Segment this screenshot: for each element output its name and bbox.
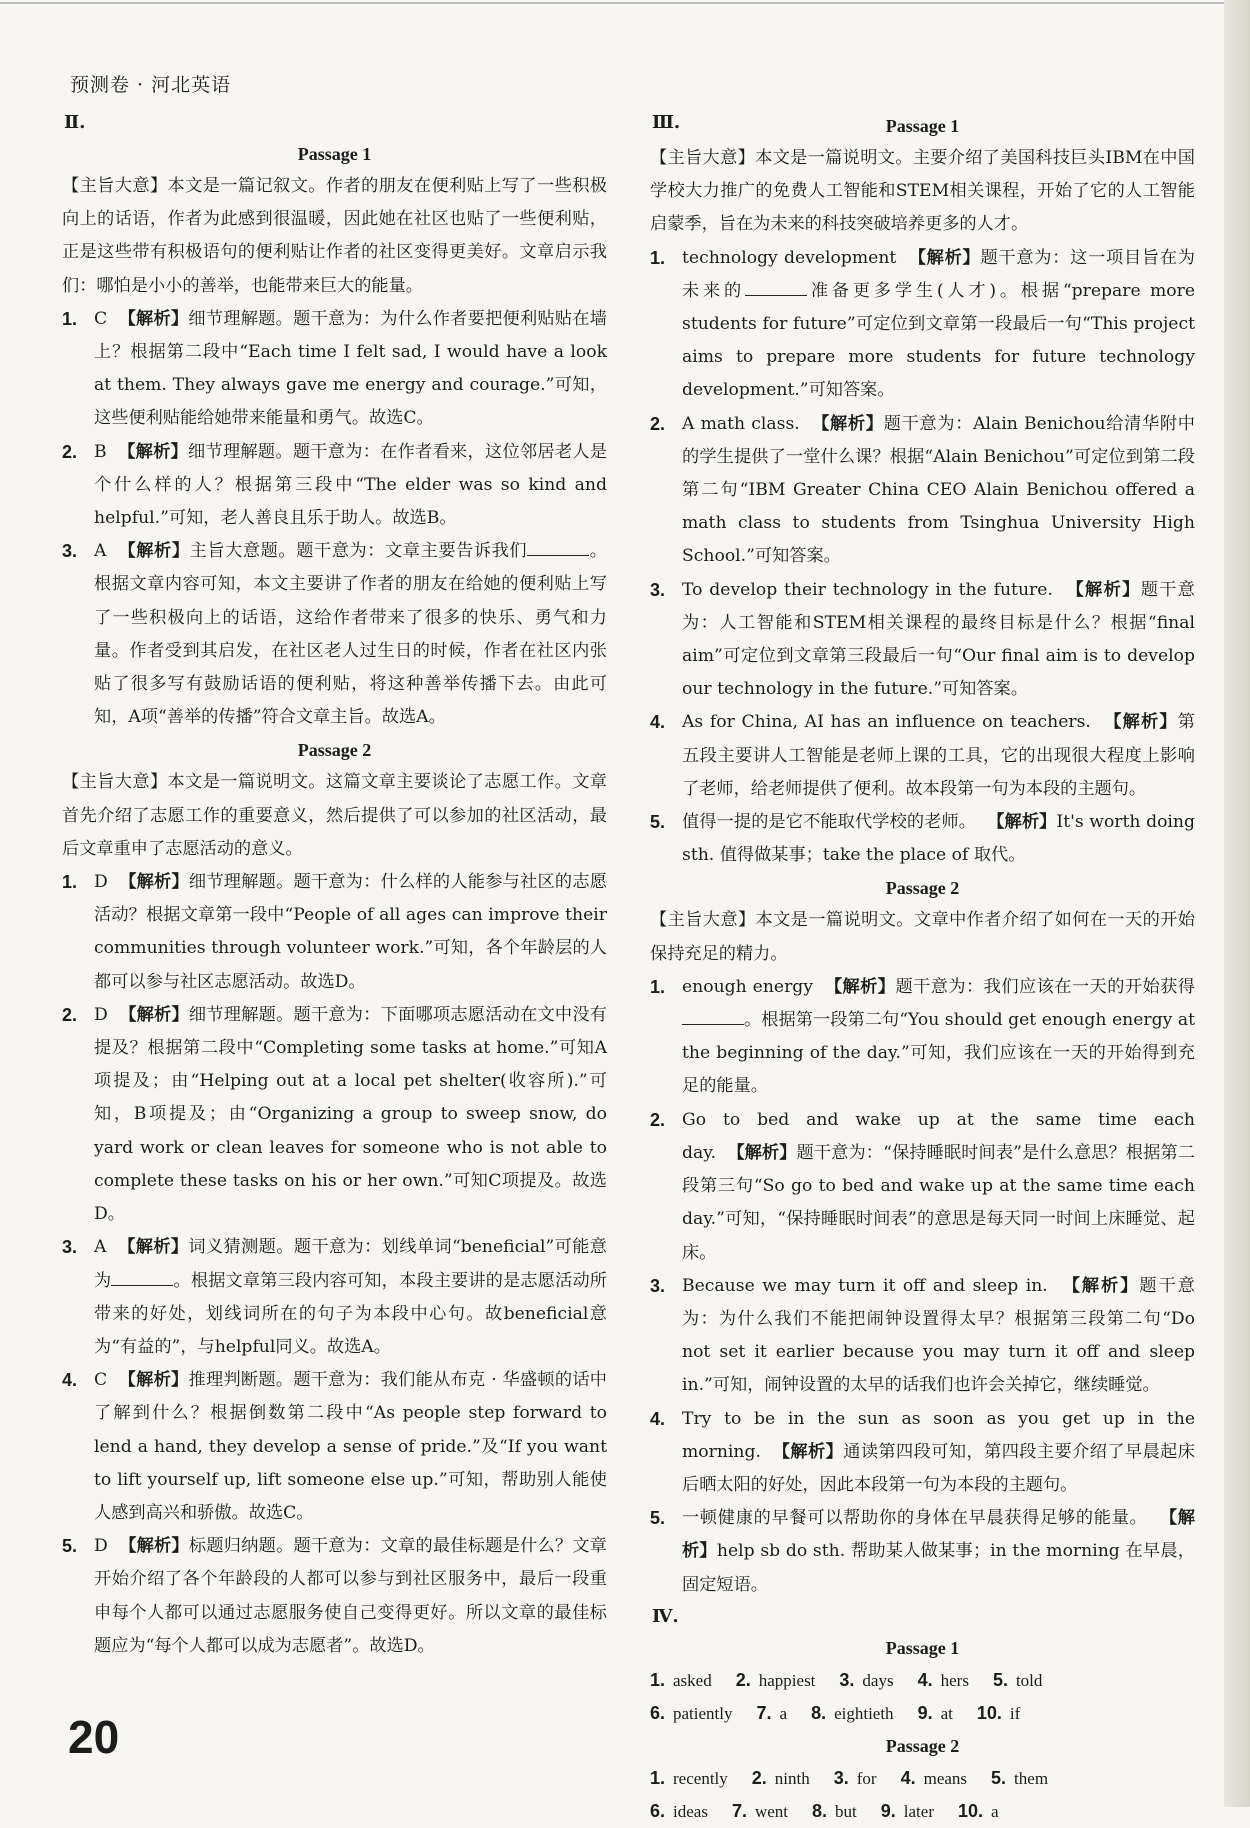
fill-row: 1. asked 2. happiest 3. days 4. hers 5. told bbox=[650, 1669, 1043, 1690]
summary: 【主旨大意】本文是一篇说明文。文章中作者介绍了如何在一天的开始保持充足的精力。 bbox=[650, 910, 1195, 964]
answer-item: 1. enough energy 【解析】题干意为：我们应该在一天的开始获得。根据第一段第二句“You should get enough energy at the beginning of the day.”可知，我们应该在一天的开始得到充足的能量。 bbox=[650, 976, 1195, 1097]
page-number: 20 bbox=[68, 1711, 120, 1763]
page-header: 预测卷 · 河北英语 bbox=[70, 74, 232, 96]
right-column bbox=[650, 108, 1195, 1828]
blank-line bbox=[527, 537, 589, 556]
blank-line bbox=[682, 1006, 744, 1025]
answer-item: 5. D 【解析】标题归纳题。题干意为：文章的最佳标题是什么？文章开始介绍了各个年龄段的人都可以参与到社区服务中，最后一段重申每个人都可以通过志愿服务使自己变得更好。所以文章的最佳标题应为“每个人都可以成为志愿者”。故选D。 bbox=[62, 1536, 607, 1656]
answer-item: 4. Try to be in the sun as soon as you get up in the morning. 【解析】通读第四段可知，第四段主要介绍了早晨起床后晒太阳的好处，因此本段第一句为本段的主题句。 bbox=[650, 1408, 1195, 1495]
answer-item: 4. C 【解析】推理判断题。题干意为：我们能从布克 · 华盛顿的话中了解到什么？根据倒数第二段中“As people step forward to lend a hand, they develop a sense of pride.”及“If you want to lift yourself up, lift someone else up.”可知，帮助别人能使人感到高兴和骄傲。故选C。 bbox=[62, 1370, 607, 1523]
section-label-2: Ⅱ. bbox=[64, 112, 86, 133]
passage-title: Passage 1 bbox=[297, 144, 372, 164]
answer-item: 2. D 【解析】细节理解题。题干意为：下面哪项志愿活动在文中没有提及？根据第二段中“Completing some tasks at home.”可知A项提及；由“Helping out at a local pet shelter(收容所).”可知，B项提及；由“Organizing a group to sweep snow, do yard work or clean leaves for someone who is not able to complete these tasks on his or her own.”可知C项提及。故选D。 bbox=[62, 1004, 607, 1225]
fill-row: 1. recently 2. ninth 3. for 4. means 5. them bbox=[650, 1767, 1049, 1788]
fill-row: 6. ideas 7. went 8. but 9. later 10. a bbox=[650, 1800, 999, 1821]
answer-item: 2. Go to bed and wake up at the same time each day. 【解析】题干意为：“保持睡眠时间表”是什么意思？根据第二段第三句“So go to bed and wake up at the same time each day.”可知，“保持睡眠时间表”的意思是每天同一时间上床睡觉、起床。 bbox=[650, 1109, 1195, 1263]
section-label-3: Ⅲ. bbox=[652, 112, 681, 133]
answer-item: 3. A 【解析】词义猜测题。题干意为：划线单词“beneficial”可能意为 。根据文章第三段内容可知，本段主要讲的是志愿活动所带来的好处，划线词所在的句子为本段中心句。故beneficial意为“有益的”，与helpful同义。故选A。 bbox=[62, 1237, 607, 1357]
answer-item: 5. 值得一提的是它不能取代学校的老师。 【解析】It's worth doing sth. 值得做某事；take the place of 取代。 bbox=[650, 812, 1195, 866]
passage-title: Passage 1 bbox=[885, 116, 960, 136]
summary: 【主旨大意】本文是一篇记叙文。作者的朋友在便利贴上写了一些积极向上的话语，作者为此感到很温暖，因此她在社区也贴了一些便利贴，正是这些带有积极语句的便利贴让作者的社区变得更美好。文章启示我们：哪怕是小小的善举，也能带来巨大的能量。 bbox=[62, 176, 607, 296]
answer-item: 1. C 【解析】细节理解题。题干意为：为什么作者要把便利贴贴在墙上？根据第二段中“Each time I felt sad, I would have a look at them. They always gave me energy and courage.”可知，这些便利贴能给她带来能量和勇气。故选C。 bbox=[62, 308, 607, 429]
passage-title: Passage 1 bbox=[885, 1637, 960, 1658]
answer-item: 1. technology development 【解析】题干意为：这一项目旨在为未来的 准备更多学生(人才)。根据“prepare more students for future”可定位到文章第一段最后一句“This project aims to prepare more students for future technology development.”可知答案。 bbox=[650, 247, 1195, 401]
answer-item: 4. As for China, AI has an influence on teachers. 【解析】第五段主要讲人工智能是老师上课的工具，它的出现很大程度上影响了老师，给老师提供了便利。故本段第一句为本段的主题句。 bbox=[650, 712, 1195, 799]
answer-item: 1. D 【解析】细节理解题。题干意为：什么样的人能参与社区的志愿活动？根据文章第一段中“People of all ages can improve their communities through volunteer work.”可知，各个年龄层的人都可以参与社区志愿活动。故选D。 bbox=[62, 872, 607, 992]
answer-item: 2. A math class. 【解析】题干意为：Alain Benichou给清华附中的学生提供了一堂什么课？根据“Alain Benichou”可定位到第二段第二句“IBM Greater China CEO Alain Benichou offered a math class to students from Tsinghua University High School.”可知答案。 bbox=[650, 413, 1195, 567]
summary: 【主旨大意】本文是一篇说明文。这篇文章主要谈论了志愿工作。文章首先介绍了志愿工作的重要意义，然后提供了可以参加的社区活动，最后文章重申了志愿活动的意义。 bbox=[62, 772, 607, 859]
left-column bbox=[62, 108, 607, 1663]
top-rule bbox=[0, 2, 1250, 4]
answer-item: 3. To develop their technology in the future. 【解析】题干意为：人工智能和STEM相关课程的最终目标是什么？根据“final aim”可定位到文章第三段最后一句“Our final aim is to develop our technology in the future.”可知答案。 bbox=[650, 579, 1195, 700]
answer-item: 2. B 【解析】细节理解题。题干意为：在作者看来，这位邻居老人是个什么样的人？根据第三段中“The elder was so kind and helpful.”可知，老人善良且乐于助人。故选B。 bbox=[62, 441, 607, 529]
passage-title: Passage 2 bbox=[885, 878, 960, 899]
section-label-4: Ⅳ. bbox=[652, 1605, 679, 1627]
summary: 【主旨大意】本文是一篇说明文。主要介绍了美国科技巨头IBM在中国学校大力推广的免费人工智能和STEM相关课程，开始了它的人工智能启蒙季，旨在为未来的科技突破培养更多的人才。 bbox=[650, 148, 1195, 235]
answer-item: 5. 一顿健康的早餐可以帮助你的身体在早晨获得足够的能量。 【解析】help sb do sth. 帮助某人做某事；in the morning 在早晨，固定短语。 bbox=[650, 1508, 1195, 1595]
passage-title: Passage 2 bbox=[885, 1735, 960, 1756]
blank-line bbox=[745, 277, 807, 296]
page-edge-shadow bbox=[1224, 0, 1250, 1807]
fill-row: 6. patiently 7. a 8. eightieth 9. at 10. if bbox=[650, 1702, 1021, 1723]
answer-item: 3. A 【解析】主旨大意题。题干意为：文章主要告诉我们 。根据文章内容可知，本文主要讲了作者的朋友在给她的便利贴上写了一些积极向上的话语，这给作者带来了很多的快乐、勇气和力量。作者受到其启发，在社区老人过生日的时候，作者在社区内张贴了很多写有鼓励话语的便利贴，将这种善举传播下去。由此可知，A项“善举的传播”符合文章主旨。故选A。 bbox=[62, 535, 607, 734]
blank-line bbox=[111, 1267, 173, 1286]
answer-item: 3. Because we may turn it off and sleep in. 【解析】题干意为：为什么我们不能把闹钟设置得太早？根据第三段第二句“Do not set it earlier because you may turn it off and sleep in.”可知，闹钟设置的太早的话我们也许会关掉它，继续睡觉。 bbox=[650, 1275, 1195, 1396]
passage-title: Passage 2 bbox=[297, 740, 372, 761]
